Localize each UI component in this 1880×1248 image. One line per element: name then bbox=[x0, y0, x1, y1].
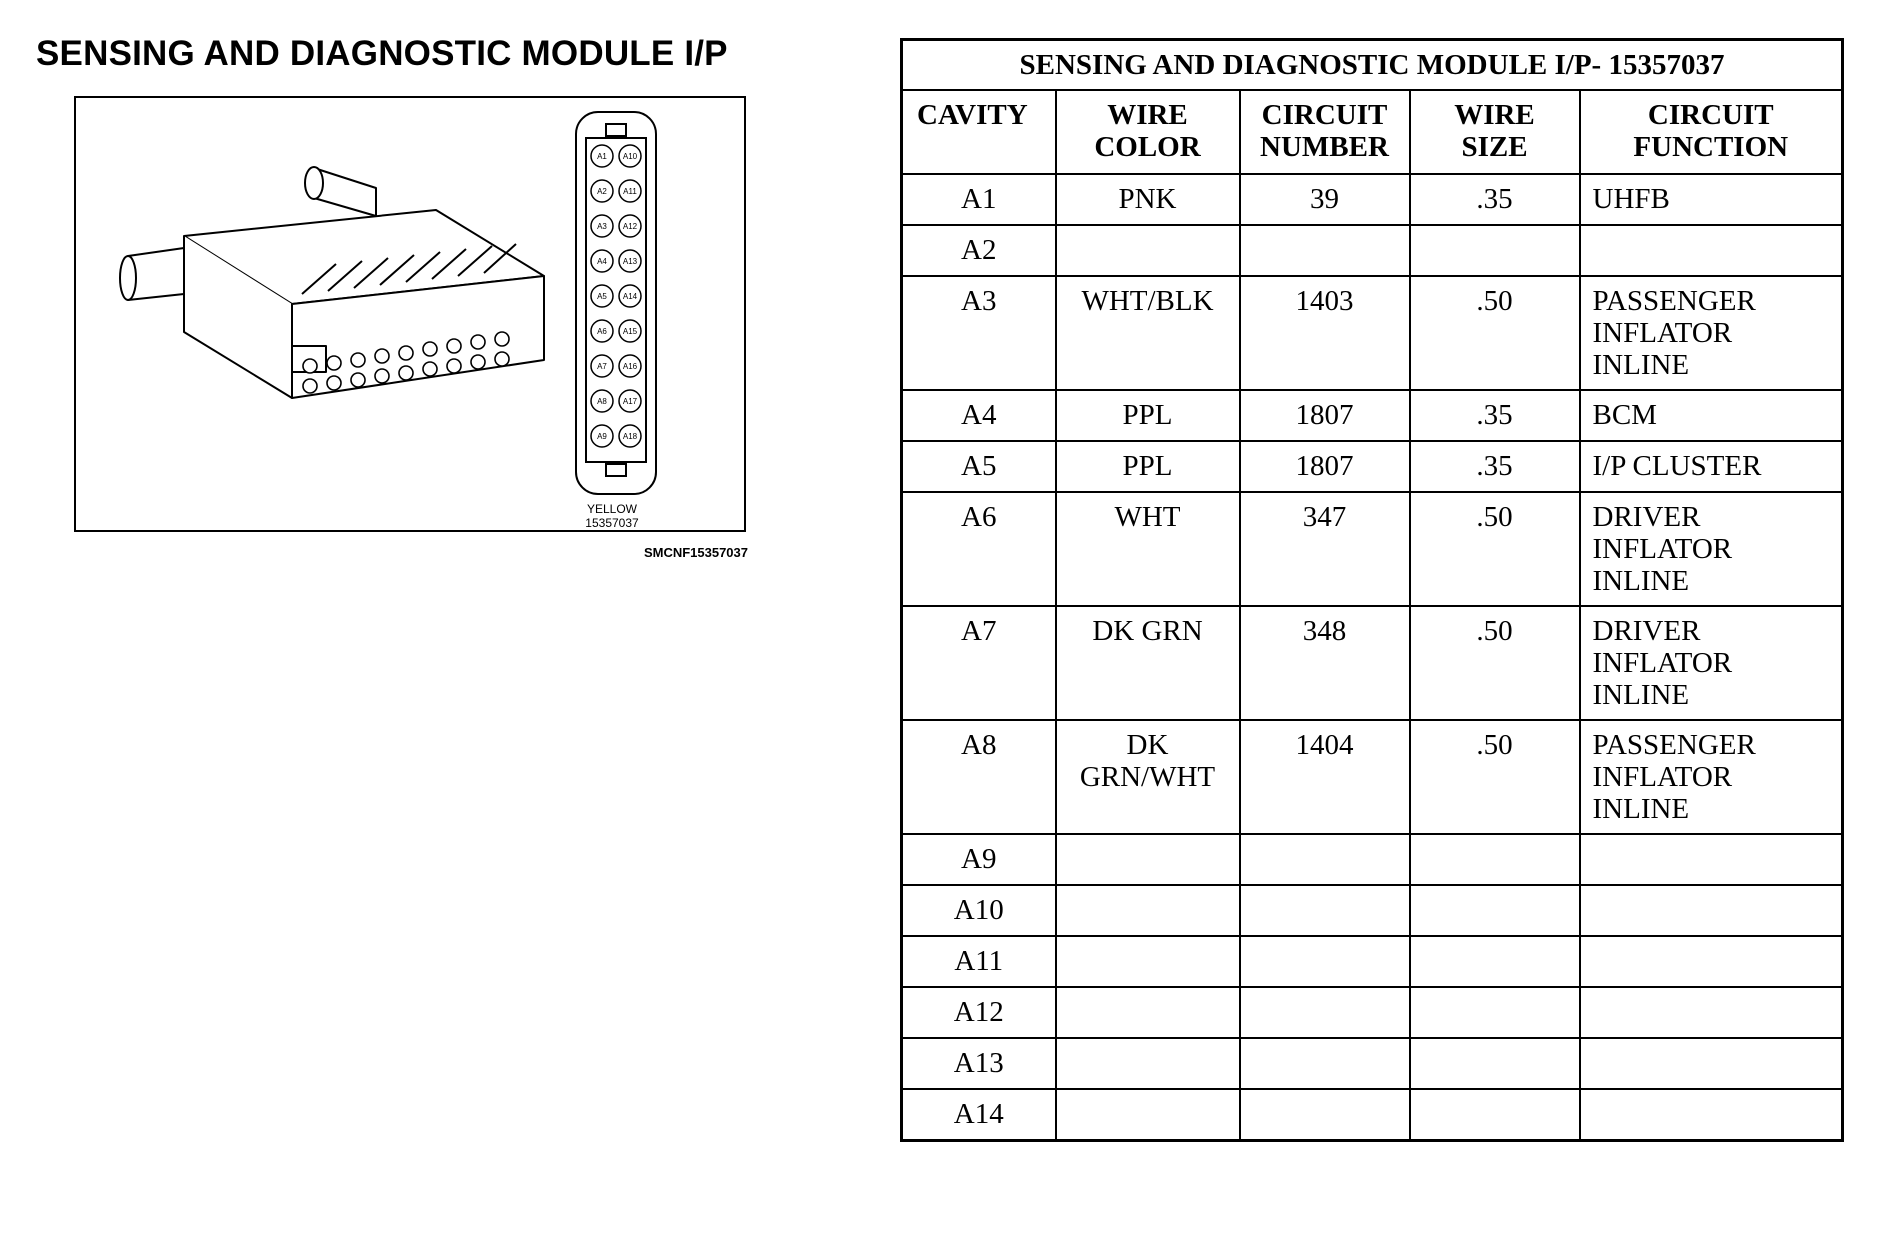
wire-size-cell bbox=[1410, 834, 1580, 885]
wire-color-cell: PPL bbox=[1056, 390, 1240, 441]
circuit-number-cell bbox=[1240, 225, 1410, 276]
table-row bbox=[902, 441, 1843, 492]
wire-size-cell: .35 bbox=[1410, 174, 1580, 225]
header-wire-size: WIRE SIZE bbox=[1410, 90, 1580, 174]
circuit-function-cell bbox=[1580, 834, 1843, 885]
circuit-number-cell bbox=[1240, 834, 1410, 885]
wire-color-cell: DK GRN bbox=[1056, 606, 1240, 720]
wire-color-cell: WHT/BLK bbox=[1056, 276, 1240, 390]
circuit-function-cell: PASSENGER INFLATOR INLINE bbox=[1580, 720, 1843, 834]
cavity-label: A6 bbox=[597, 327, 607, 336]
circuit-function-cell: DRIVER INFLATOR INLINE bbox=[1580, 606, 1843, 720]
circuit-function-cell bbox=[1580, 1038, 1843, 1089]
circuit-function-cell bbox=[1580, 225, 1843, 276]
circuit-function-cell: UHFB bbox=[1580, 174, 1843, 225]
cavity-label: A18 bbox=[622, 432, 638, 441]
table-row bbox=[902, 390, 1843, 441]
table-row bbox=[902, 885, 1843, 936]
circuit-function-cell bbox=[1580, 936, 1843, 987]
cavity-cell: A3 bbox=[902, 276, 1056, 390]
circuit-number-cell: 1403 bbox=[1240, 276, 1410, 390]
circuit-number-cell: 39 bbox=[1240, 174, 1410, 225]
cavity-label: A10 bbox=[622, 152, 638, 161]
cavity-label: A17 bbox=[622, 397, 638, 406]
table-row bbox=[902, 174, 1843, 225]
cavity-cell: A14 bbox=[902, 1089, 1056, 1141]
circuit-function-cell bbox=[1580, 987, 1843, 1038]
wire-color-cell: DK GRN/WHT bbox=[1056, 720, 1240, 834]
cavity-cell: A13 bbox=[902, 1038, 1056, 1089]
cavity-cell: A8 bbox=[902, 720, 1056, 834]
cavity-cell: A2 bbox=[902, 225, 1056, 276]
pinout-table bbox=[900, 38, 1844, 1142]
table-row bbox=[902, 936, 1843, 987]
cavity-cell: A1 bbox=[902, 174, 1056, 225]
header-wire-color: WIRE COLOR bbox=[1056, 90, 1240, 174]
cavity-cell: A12 bbox=[902, 987, 1056, 1038]
cavity-label: A14 bbox=[622, 292, 638, 301]
circuit-number-cell: 347 bbox=[1240, 492, 1410, 606]
cavity-cell: A5 bbox=[902, 441, 1056, 492]
wire-size-cell: .50 bbox=[1410, 492, 1580, 606]
connector-figure bbox=[74, 96, 746, 532]
cavity-label: A3 bbox=[597, 222, 607, 231]
cavity-label: A11 bbox=[623, 187, 637, 196]
wire-color-cell bbox=[1056, 936, 1240, 987]
cavity-label: A4 bbox=[597, 257, 607, 266]
cavity-cell: A11 bbox=[902, 936, 1056, 987]
page-title: SENSING AND DIAGNOSTIC MODULE I/P bbox=[36, 34, 728, 73]
wire-size-cell bbox=[1410, 987, 1580, 1038]
table-row bbox=[902, 720, 1843, 834]
cavity-label: A15 bbox=[622, 327, 638, 336]
cavity-label: A13 bbox=[622, 257, 638, 266]
wire-color-cell bbox=[1056, 834, 1240, 885]
circuit-function-cell: I/P CLUSTER bbox=[1580, 441, 1843, 492]
wire-size-cell bbox=[1410, 885, 1580, 936]
wire-size-cell bbox=[1410, 1038, 1580, 1089]
wire-size-cell: .35 bbox=[1410, 390, 1580, 441]
table-row bbox=[902, 834, 1843, 885]
wire-color-cell bbox=[1056, 1038, 1240, 1089]
circuit-function-cell: DRIVER INFLATOR INLINE bbox=[1580, 492, 1843, 606]
circuit-number-cell: 348 bbox=[1240, 606, 1410, 720]
wire-size-cell bbox=[1410, 225, 1580, 276]
circuit-function-cell: BCM bbox=[1580, 390, 1843, 441]
table-row bbox=[902, 276, 1843, 390]
connector-color-label: YELLOW bbox=[586, 502, 637, 516]
header-circuit-function: CIRCUIT FUNCTION bbox=[1580, 90, 1843, 174]
connector-illustration bbox=[76, 98, 748, 534]
circuit-number-cell bbox=[1240, 1089, 1410, 1141]
table-row bbox=[902, 492, 1843, 606]
cavity-label: A12 bbox=[622, 222, 638, 231]
cavity-label: A7 bbox=[597, 362, 607, 371]
wire-size-cell bbox=[1410, 1089, 1580, 1141]
cavity-label: A16 bbox=[622, 362, 638, 371]
table-row bbox=[902, 1038, 1843, 1089]
table-row bbox=[902, 1089, 1843, 1141]
circuit-number-cell bbox=[1240, 1038, 1410, 1089]
cavity-label: A9 bbox=[597, 432, 607, 441]
cavity-label: A8 bbox=[597, 397, 607, 406]
wire-color-cell: WHT bbox=[1056, 492, 1240, 606]
wire-size-cell: .50 bbox=[1410, 276, 1580, 390]
circuit-number-cell bbox=[1240, 936, 1410, 987]
cavity-label: A5 bbox=[597, 292, 607, 301]
cavity-cell: A4 bbox=[902, 390, 1056, 441]
header-circuit-number: CIRCUIT NUMBER bbox=[1240, 90, 1410, 174]
wire-size-cell: .50 bbox=[1410, 720, 1580, 834]
table-row bbox=[902, 987, 1843, 1038]
wire-color-cell bbox=[1056, 225, 1240, 276]
cavity-cell: A9 bbox=[902, 834, 1056, 885]
cavity-label: A2 bbox=[597, 187, 607, 196]
cavity-cell: A10 bbox=[902, 885, 1056, 936]
table-title: SENSING AND DIAGNOSTIC MODULE I/P- 15357037 bbox=[902, 40, 1843, 91]
circuit-function-cell bbox=[1580, 885, 1843, 936]
cavity-label: A1 bbox=[597, 152, 607, 161]
wire-size-cell bbox=[1410, 936, 1580, 987]
table-row bbox=[902, 606, 1843, 720]
wire-color-cell: PPL bbox=[1056, 441, 1240, 492]
wire-color-cell bbox=[1056, 1089, 1240, 1141]
wire-color-cell: PNK bbox=[1056, 174, 1240, 225]
wire-size-cell: .35 bbox=[1410, 441, 1580, 492]
wire-color-cell bbox=[1056, 987, 1240, 1038]
figure-code: SMCNF15357037 bbox=[643, 545, 748, 560]
circuit-function-cell: PASSENGER INFLATOR INLINE bbox=[1580, 276, 1843, 390]
cavity-cell: A6 bbox=[902, 492, 1056, 606]
circuit-number-cell bbox=[1240, 987, 1410, 1038]
wire-size-cell: .50 bbox=[1410, 606, 1580, 720]
circuit-number-cell: 1404 bbox=[1240, 720, 1410, 834]
table-row bbox=[902, 225, 1843, 276]
wire-color-cell bbox=[1056, 885, 1240, 936]
circuit-number-cell bbox=[1240, 885, 1410, 936]
cavity-cell: A7 bbox=[902, 606, 1056, 720]
circuit-number-cell: 1807 bbox=[1240, 441, 1410, 492]
header-cavity: CAVITY bbox=[902, 90, 1056, 174]
circuit-function-cell bbox=[1580, 1089, 1843, 1141]
connector-part-number: 15357037 bbox=[585, 516, 639, 530]
circuit-number-cell: 1807 bbox=[1240, 390, 1410, 441]
